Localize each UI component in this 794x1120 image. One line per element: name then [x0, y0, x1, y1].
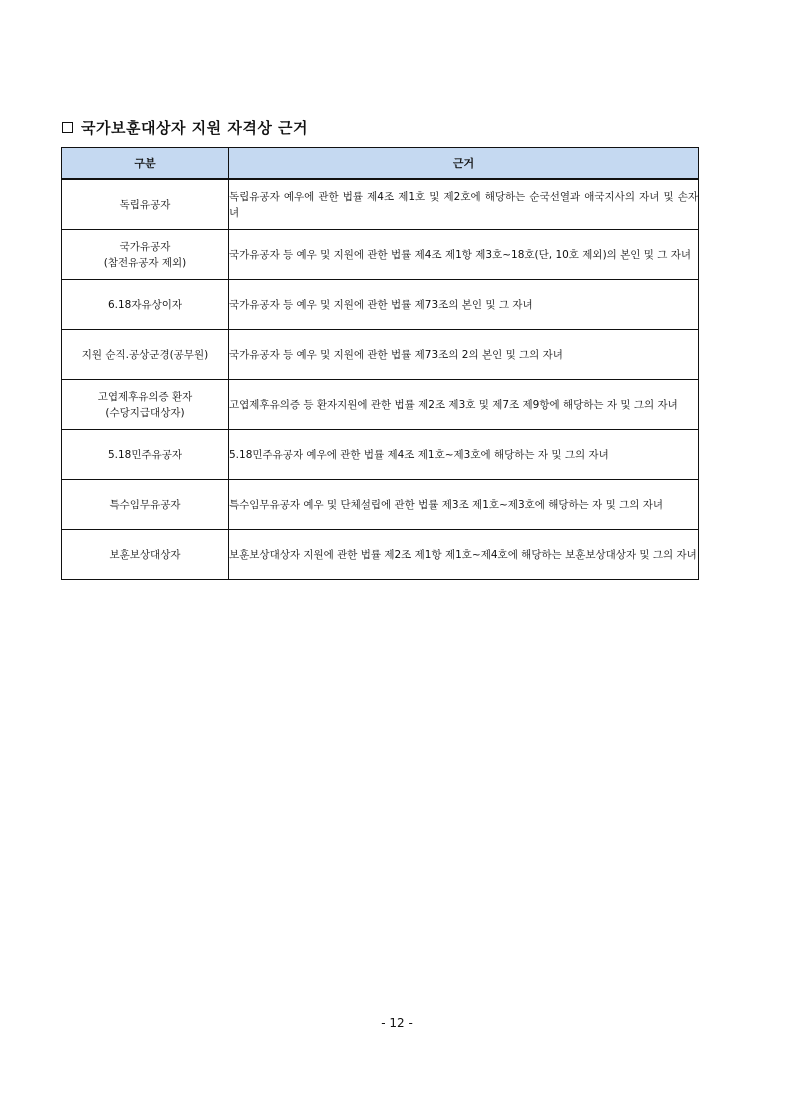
table-row	[62, 380, 699, 430]
basis-cell: 5.18민주유공자 예우에 관한 법률 제4조 제1호~제3호에 해당하는 자 및 그의 자녀	[229, 430, 699, 480]
basis-cell: 국가유공자 등 예우 및 지원에 관한 법률 제4조 제1항 제3호~18호(단, 10호 제외)의 본인 및 그 자녀	[229, 230, 699, 280]
category-cell	[62, 480, 229, 530]
basis-cell: 특수임무유공자 예우 및 단체설립에 관한 법률 제3조 제1호~제3호에 해당하는 자 및 그의 자녀	[229, 480, 699, 530]
basis-cell: 독립유공자 예우에 관한 법률 제4조 제1호 및 제2호에 해당하는 순국선열과 애국지사의 자녀 및 손자녀	[229, 179, 699, 230]
table-row	[62, 530, 699, 580]
category-cell	[62, 530, 229, 580]
page-number: - 12 -	[381, 1016, 413, 1030]
category-label: 특수임무유공자	[109, 498, 181, 511]
category-label: 국가유공자	[119, 240, 171, 253]
eligibility-table	[61, 147, 699, 580]
basis-cell: 국가유공자 등 예우 및 지원에 관한 법률 제73조의 본인 및 그 자녀	[229, 280, 699, 330]
table-row	[62, 179, 699, 230]
category-cell	[62, 430, 229, 480]
category-cell	[62, 179, 229, 230]
table-row	[62, 480, 699, 530]
category-cell	[62, 380, 229, 430]
section-title: 국가보훈대상자 지원 자격상 근거	[81, 118, 309, 137]
category-label: (수당지급대상자)	[105, 406, 185, 419]
table-header-row	[62, 148, 699, 180]
category-label: 지원 순직.공상군경(공무원)	[81, 348, 209, 361]
category-cell	[62, 230, 229, 280]
section-heading	[62, 116, 308, 138]
header-category: 구분	[62, 148, 229, 180]
basis-cell: 국가유공자 등 예우 및 지원에 관한 법률 제73조의 2의 본인 및 그의 자녀	[229, 330, 699, 380]
checkbox-square-icon	[62, 122, 73, 133]
category-label: 보훈보상대상자	[109, 548, 181, 561]
table-row	[62, 330, 699, 380]
category-cell	[62, 330, 229, 380]
basis-cell: 보훈보상대상자 지원에 관한 법률 제2조 제1항 제1호~제4호에 해당하는 보훈보상대상자 및 그의 자녀	[229, 530, 699, 580]
category-label: (참전유공자 제외)	[103, 256, 187, 269]
table-row	[62, 230, 699, 280]
table-row	[62, 430, 699, 480]
header-basis: 근거	[229, 148, 699, 180]
category-label: 고엽제후유의증 환자	[97, 390, 193, 403]
category-label: 5.18민주유공자	[107, 448, 183, 461]
category-label: 6.18자유상이자	[107, 298, 183, 311]
category-cell	[62, 280, 229, 330]
table-row	[62, 280, 699, 330]
category-label: 독립유공자	[119, 198, 171, 211]
basis-cell: 고엽제후유의증 등 환자지원에 관한 법률 제2조 제3호 및 제7조 제9항에 해당하는 자 및 그의 자녀	[229, 380, 699, 430]
